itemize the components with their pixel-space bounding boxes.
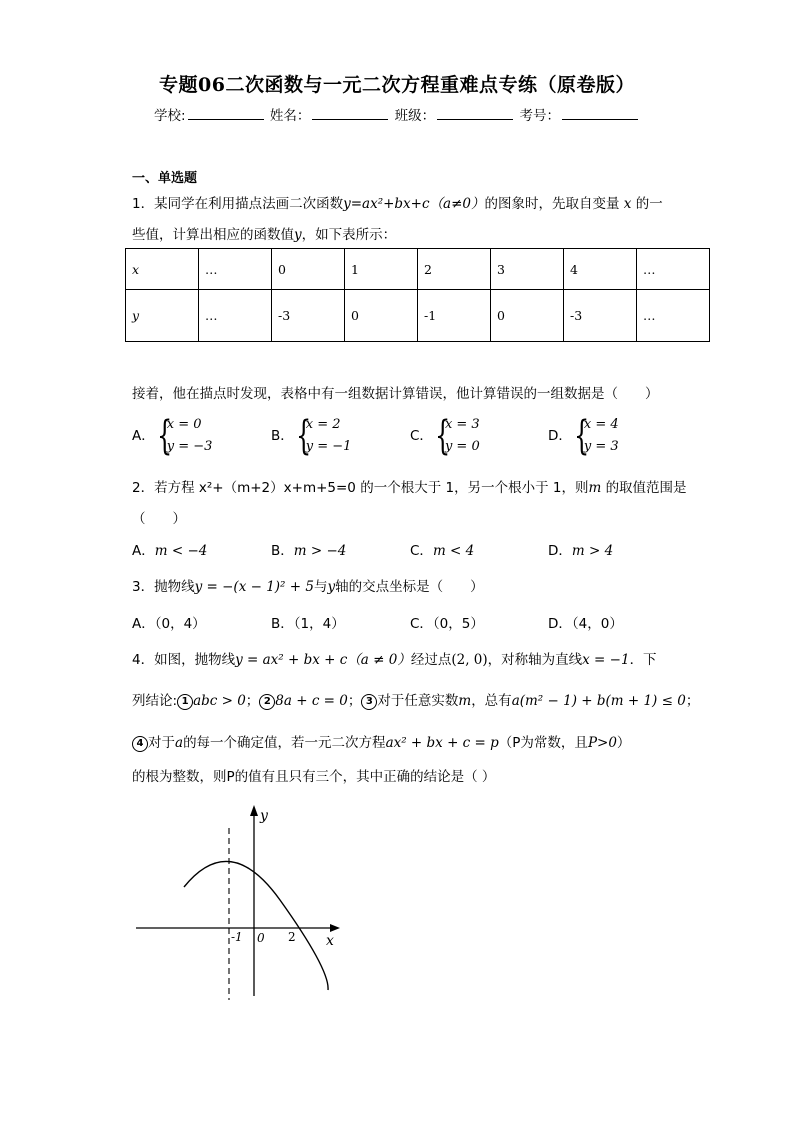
q2-line2: （ ）: [132, 511, 186, 527]
q2-option-d[interactable]: [548, 539, 613, 559]
q4-line3: [132, 731, 630, 752]
q1-function: y=ax²+bx+c（a≠0）: [343, 196, 485, 212]
circled-number: 2: [259, 694, 275, 710]
q4-text: ，总有: [471, 693, 512, 709]
table-cell: y: [126, 290, 199, 342]
q3-text: 轴的交点坐标是（ ）: [335, 579, 484, 595]
q4-cond-p: P>0: [587, 735, 617, 751]
system-row: x = 2: [305, 417, 341, 432]
table-cell: 4: [564, 249, 637, 290]
q4-text: ．下: [629, 652, 657, 668]
q3-text: 与: [313, 579, 328, 595]
q4-text: 列结论:: [132, 693, 178, 709]
option-label: C．: [410, 428, 433, 444]
q4-cond: （a ≠ 0）: [347, 652, 411, 668]
q4-var-m: m: [458, 693, 472, 709]
system-row: y = 0: [444, 439, 480, 454]
q3-option-c[interactable]: C．（0，5）: [410, 616, 484, 632]
q3-option-d[interactable]: D．（4，0）: [548, 616, 623, 632]
q1-text: 1．某同学在利用描点法画二次函数: [132, 196, 344, 212]
q1-line2: [132, 223, 396, 243]
q4-conclusion-1: abc > 0: [193, 693, 246, 709]
section-heading: 一、单选题: [132, 171, 198, 186]
school-label: 学校:: [154, 108, 186, 124]
table-row-x: [126, 249, 710, 290]
q1-var-y: y: [294, 227, 302, 243]
q4-text: ，对称轴为直线: [487, 652, 583, 668]
system-row: x = 3: [444, 417, 480, 432]
table-cell: 3: [491, 249, 564, 290]
q2-line1: [132, 476, 687, 496]
option-label: A．: [132, 543, 155, 559]
q4-axis-expr: x = −1: [582, 652, 630, 668]
tick-label-neg1: -1: [231, 930, 243, 944]
option-label: D．: [548, 428, 572, 444]
q4-text: 对于任意实数: [377, 693, 459, 709]
x-axis-arrow: [330, 924, 340, 932]
q4-line4: 的根为整数，则P的值有且只有三个，其中正确的结论是（ ）: [132, 769, 496, 785]
q1-question: 接着，他在描点时发现，表格中有一组数据计算错误，他计算错误的一组数据是（ ）: [132, 386, 659, 402]
q1-option-d[interactable]: [548, 414, 619, 458]
circled-number: 3: [361, 694, 377, 710]
q2-text: 2．若方程 x²+（m+2）x+m+5=0 的一个根大于 1，另一个根小于 1，则: [132, 480, 589, 496]
q3-text: 3．抛物线: [132, 579, 195, 595]
parabola-curve: [184, 861, 328, 990]
option-label: A．: [132, 428, 155, 444]
q1-var-x: x: [623, 196, 632, 212]
q3-option-b[interactable]: B．（1，4）: [271, 616, 345, 632]
q1-option-c[interactable]: [410, 414, 480, 458]
system-row: y = −3: [166, 439, 213, 454]
name-blank[interactable]: [312, 107, 388, 120]
table-cell: -3: [272, 290, 345, 342]
option-label: C．: [410, 543, 433, 559]
q4-var-a: a: [175, 735, 184, 751]
q4-text: ；: [685, 693, 700, 709]
q1-text: ，如下表所示：: [301, 227, 397, 243]
school-blank[interactable]: [188, 107, 264, 120]
q2-option-b[interactable]: [271, 539, 346, 559]
page-title: 专题06二次函数与一元二次方程重难点专练（原卷版）: [159, 74, 635, 96]
q4-conclusion-3: a(m² − 1) + b(m + 1) ≤ 0: [511, 693, 686, 709]
q4-text: 的每一个确定值，若一元二次方程: [183, 735, 386, 751]
option-expr: m > 4: [571, 543, 614, 559]
class-blank[interactable]: [437, 107, 513, 120]
equation-system: { x = 4 y = 3: [573, 413, 619, 459]
q1-option-b[interactable]: [271, 414, 351, 458]
q3-option-a[interactable]: A．（0，4）: [132, 616, 206, 632]
q4-conclusion-2: 8a + c = 0: [275, 693, 348, 709]
q4-line2: 列结论: 1 abc > 0； 2 8a + c = 0； 3 对于任意实数m，总有a(m² − 1) + b(m + 1) ≤ 0；: [132, 693, 700, 709]
system-row: y = −1: [305, 439, 352, 454]
q4-line1: [132, 648, 657, 668]
option-expr: m > −4: [293, 543, 347, 559]
q4-text: 4．如图，抛物线: [132, 652, 236, 668]
table-cell: …: [199, 249, 272, 290]
q4-equation: ax² + bx + c = p: [385, 735, 499, 751]
equation-system: { x = 0 y = −3: [156, 413, 213, 459]
q2-option-a[interactable]: [132, 539, 207, 559]
number-label: 考号：: [519, 108, 560, 124]
option-expr: m < 4: [432, 543, 475, 559]
option-label: D．: [548, 543, 572, 559]
student-info-line: [0, 104, 794, 124]
q4-text: 经过点: [410, 652, 452, 668]
system-row: y = 3: [583, 439, 619, 454]
system-row: x = 4: [583, 417, 619, 432]
q3-expr: y = −(x − 1)² + 5: [194, 579, 314, 595]
x-axis-label: x: [326, 933, 334, 949]
q4-text: 对于: [148, 735, 175, 751]
name-label: 姓名：: [269, 108, 311, 124]
q4-parabola-graph: [130, 800, 350, 1000]
q1-text: 些值，计算出相应的函数值: [132, 227, 294, 243]
table-cell: 1: [345, 249, 418, 290]
q1-option-a[interactable]: [132, 414, 212, 458]
number-blank[interactable]: [562, 107, 638, 120]
tick-label-2: 2: [288, 930, 296, 944]
q1-line1: [132, 192, 663, 212]
y-axis-label: y: [260, 808, 268, 824]
table-cell: -1: [418, 290, 491, 342]
option-expr: m < −4: [154, 543, 208, 559]
circled-number: 1: [177, 694, 193, 710]
table-cell: 0: [345, 290, 418, 342]
q1-text: 的图象时，先取自变量: [484, 196, 620, 212]
table-cell: -3: [564, 290, 637, 342]
option-label: B．: [271, 543, 294, 559]
table-cell: …: [637, 249, 710, 290]
origin-label: 0: [257, 931, 265, 945]
q4-point: (2, 0): [451, 652, 488, 668]
system-row: x = 0: [166, 417, 202, 432]
q2-var-m: m: [588, 480, 602, 496]
equation-system: { x = 2 y = −1: [295, 413, 352, 459]
y-axis-arrow: [250, 805, 258, 816]
q4-text: （P为常数，且: [498, 735, 588, 751]
q2-text: 的取值范围是: [605, 480, 687, 496]
q1-text: 的一: [635, 196, 663, 212]
table-cell: …: [199, 290, 272, 342]
table-row-y: [126, 290, 710, 342]
circled-number: 4: [132, 736, 148, 752]
option-label: B．: [271, 428, 294, 444]
table-cell: 0: [491, 290, 564, 342]
table-cell: 2: [418, 249, 491, 290]
q2-option-c[interactable]: [410, 539, 474, 559]
table-cell: …: [637, 290, 710, 342]
q4-expr: y = ax² + bx + c: [235, 652, 348, 668]
equation-system: { x = 3 y = 0: [434, 413, 480, 459]
table-cell: 0: [272, 249, 345, 290]
q3-line: [132, 575, 484, 595]
class-label: 班级：: [394, 108, 436, 124]
q3-axis: y: [327, 579, 336, 595]
q1-value-table: [125, 248, 710, 342]
table-cell: x: [126, 249, 199, 290]
q4-text: ）: [616, 735, 631, 751]
